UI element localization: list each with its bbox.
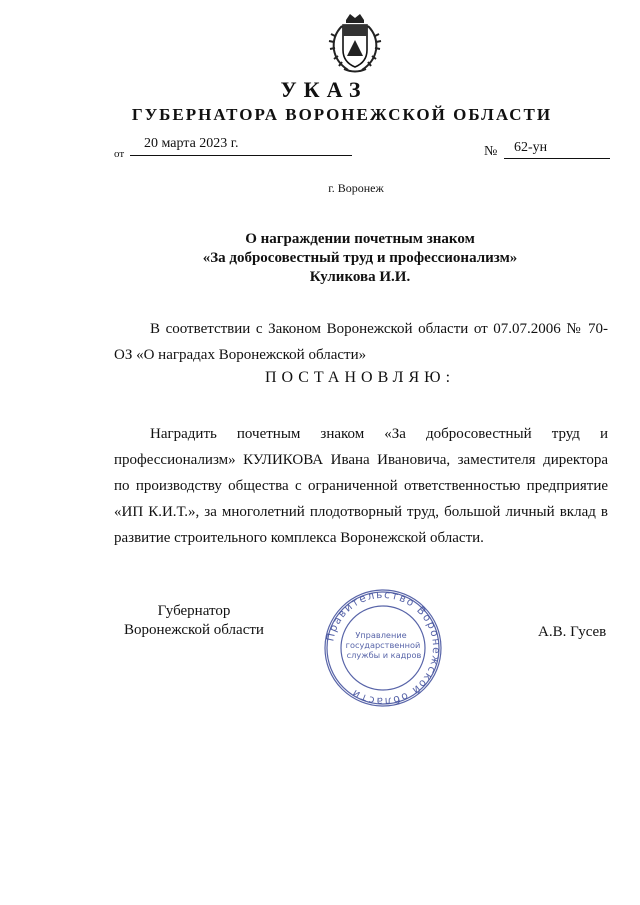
signer-position-line-1: Губернатор bbox=[157, 603, 231, 619]
subject-line-2: «За добросовестный труд и профессионализм» bbox=[202, 250, 518, 266]
award-paragraph: Наградить почетным знаком «За добросовестный труд и профессионализм» КУЛИКОВА Ивана Ивановича, заместителя директора по производству общества с ограниченной ответственностью предприятие «ИП К.И.Т.», за многолетний плодотворный труд, большой личный вклад в развитие строительного комплекса Воронежской области. bbox=[114, 426, 608, 546]
number-prefix: № bbox=[484, 144, 498, 159]
svg-text:службы и кадров: службы и кадров bbox=[346, 650, 422, 660]
date-value: 20 марта 2023 г. bbox=[130, 136, 352, 156]
signer-name: А.В. Гусев bbox=[538, 624, 607, 640]
subject-heading bbox=[0, 230, 640, 287]
subject-line-3: Куликова И.И. bbox=[309, 269, 411, 285]
svg-text:государственной: государственной bbox=[345, 640, 421, 650]
document-title: УКАЗ bbox=[280, 77, 368, 102]
subject-line-1: О награждении почетным знаком bbox=[245, 231, 475, 247]
decree-word: ПОСТАНОВЛЯЮ: bbox=[264, 369, 456, 386]
date-prefix: от bbox=[114, 148, 125, 160]
legal-basis-paragraph: В соответствии с Законом Воронежской области от 07.07.2006 № 70-ОЗ «О наградах Воронежской области» bbox=[114, 321, 608, 363]
svg-text:Управление: Управление bbox=[355, 630, 407, 640]
svg-text:Правительство Воронежской обла: Правительство Воронежской области bbox=[324, 588, 443, 708]
official-stamp bbox=[321, 586, 445, 710]
document-subtitle: ГУБЕРНАТОРА ВОРОНЕЖСКОЙ ОБЛАСТИ bbox=[131, 105, 553, 124]
signer-position-line-2: Воронежской области bbox=[124, 622, 264, 638]
signer-position bbox=[114, 602, 274, 640]
coat-of-arms-icon bbox=[326, 12, 384, 74]
city-line: г. Воронеж bbox=[328, 181, 384, 195]
number-value: 62-ун bbox=[504, 140, 610, 159]
